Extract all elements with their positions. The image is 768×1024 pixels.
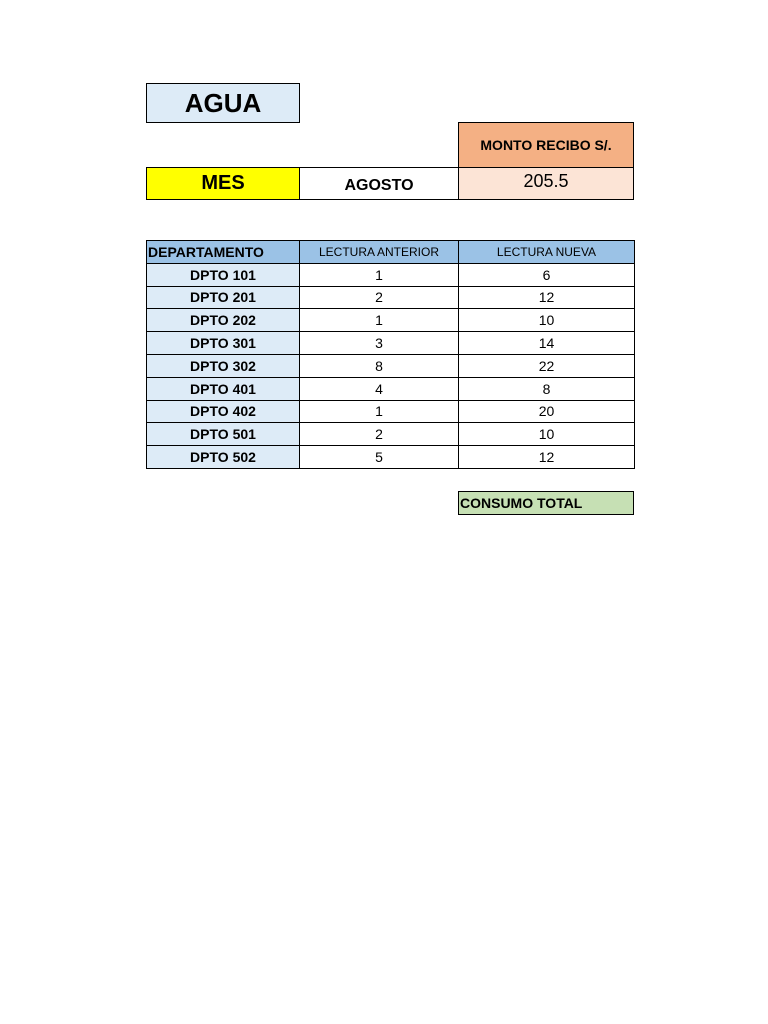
dept-cell: DPTO 501 <box>147 423 300 446</box>
table-row <box>147 377 635 400</box>
dept-cell: DPTO 301 <box>147 332 300 355</box>
lectura-nueva-cell: 12 <box>459 446 635 469</box>
lectura-anterior-cell: 2 <box>300 423 459 446</box>
header-lectura-nueva: LECTURA NUEVA <box>459 241 635 264</box>
table-row <box>147 423 635 446</box>
lectura-anterior-cell: 1 <box>300 400 459 423</box>
mes-value: AGOSTO <box>299 167 459 200</box>
lectura-nueva-cell: 20 <box>459 400 635 423</box>
sheet-title: AGUA <box>146 83 300 123</box>
header-departamento: DEPARTAMENTO <box>147 241 300 264</box>
dept-cell: DPTO 302 <box>147 354 300 377</box>
table-row <box>147 309 635 332</box>
lectura-nueva-cell: 12 <box>459 286 635 309</box>
lectura-anterior-cell: 1 <box>300 263 459 286</box>
table-row <box>147 400 635 423</box>
lectura-anterior-cell: 2 <box>300 286 459 309</box>
lectura-anterior-cell: 4 <box>300 377 459 400</box>
lectura-anterior-cell: 3 <box>300 332 459 355</box>
table-row <box>147 446 635 469</box>
lectura-nueva-cell: 10 <box>459 309 635 332</box>
dept-cell: DPTO 201 <box>147 286 300 309</box>
dept-cell: DPTO 401 <box>147 377 300 400</box>
readings-table <box>146 240 635 469</box>
lectura-nueva-cell: 10 <box>459 423 635 446</box>
lectura-anterior-cell: 8 <box>300 354 459 377</box>
table-row <box>147 263 635 286</box>
consumo-total-label: CONSUMO TOTAL <box>458 491 634 515</box>
header-lectura-anterior: LECTURA ANTERIOR <box>300 241 459 264</box>
lectura-nueva-cell: 6 <box>459 263 635 286</box>
monto-recibo-label: MONTO RECIBO S/. <box>458 122 634 168</box>
table-row <box>147 286 635 309</box>
dept-cell: DPTO 101 <box>147 263 300 286</box>
lectura-nueva-cell: 14 <box>459 332 635 355</box>
lectura-anterior-cell: 5 <box>300 446 459 469</box>
lectura-nueva-cell: 8 <box>459 377 635 400</box>
lectura-nueva-cell: 22 <box>459 354 635 377</box>
dept-cell: DPTO 202 <box>147 309 300 332</box>
monto-recibo-value: 205.5 <box>458 167 634 200</box>
table-row <box>147 354 635 377</box>
mes-label: MES <box>146 167 300 200</box>
dept-cell: DPTO 402 <box>147 400 300 423</box>
table-row <box>147 332 635 355</box>
dept-cell: DPTO 502 <box>147 446 300 469</box>
table-header-row <box>147 241 635 264</box>
lectura-anterior-cell: 1 <box>300 309 459 332</box>
